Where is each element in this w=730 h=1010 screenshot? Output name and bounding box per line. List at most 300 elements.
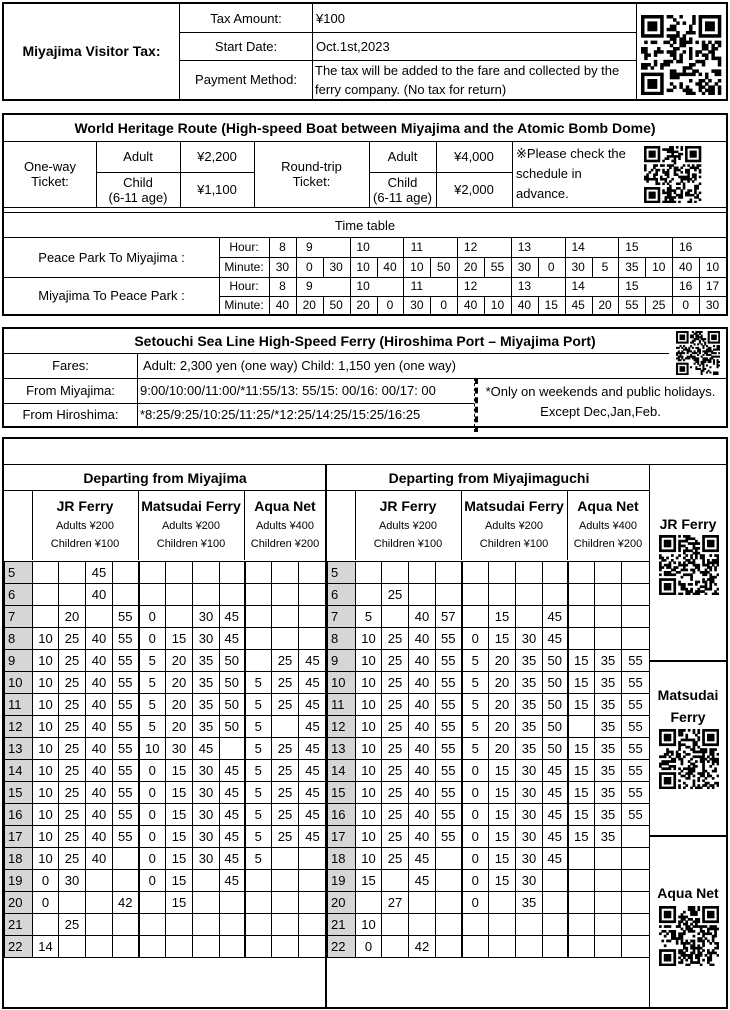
- minute-cell: [245, 562, 272, 584]
- minute-cell: 0: [462, 804, 489, 826]
- minute-cell: [516, 562, 543, 584]
- timetable-hour-cell: [430, 277, 457, 296]
- minute-cell: 0: [139, 870, 166, 892]
- minute-cell: 35: [193, 716, 220, 738]
- minute-cell: [409, 584, 436, 606]
- minute-cell: 15: [568, 782, 595, 804]
- minute-cell: 45: [543, 606, 568, 628]
- minute-cell: 15: [166, 628, 193, 650]
- hour-cell: 18: [5, 848, 33, 870]
- minute-cell: [272, 606, 299, 628]
- minute-cell: 50: [543, 716, 568, 738]
- timetable-minute-cell: 10: [410, 259, 424, 274]
- minute-cell: [299, 606, 327, 628]
- minute-cell: [220, 936, 245, 958]
- timetable-hour-cell: 9: [305, 279, 313, 293]
- timetable-hour-cell: 14: [571, 279, 585, 293]
- minute-cell: [220, 892, 245, 914]
- minute-cell: 35: [193, 650, 220, 672]
- minute-cell: 25: [382, 738, 409, 760]
- minute-cell: 55: [622, 650, 650, 672]
- minute-cell: [356, 892, 382, 914]
- minute-cell: [33, 606, 59, 628]
- table-row: [328, 628, 650, 650]
- minute-cell: 15: [568, 650, 595, 672]
- minute-cell: [139, 584, 166, 606]
- minute-cell: 15: [166, 848, 193, 870]
- timetable-hour-cell: 13: [517, 279, 532, 293]
- minute-cell: 55: [622, 760, 650, 782]
- company-child-fare: Children ¥200: [250, 538, 320, 550]
- minute-cell: 10: [33, 672, 59, 694]
- minute-cell: 10: [33, 650, 59, 672]
- minute-cell: 30: [516, 782, 543, 804]
- minute-cell: [113, 936, 139, 958]
- hour-cell: 13: [5, 738, 33, 760]
- minute-cell: 10: [33, 694, 59, 716]
- minute-cell: [166, 914, 193, 936]
- minute-cell: [220, 914, 245, 936]
- minute-cell: 20: [166, 716, 193, 738]
- minute-cell: 0: [462, 848, 489, 870]
- minute-cell: 20: [489, 650, 516, 672]
- minute-cell: 0: [462, 782, 489, 804]
- minute-cell: [516, 584, 543, 606]
- minute-cell: [622, 848, 650, 870]
- minute-cell: 25: [59, 650, 86, 672]
- minute-cell: [436, 584, 462, 606]
- minute-cell: 55: [113, 782, 139, 804]
- minute-cell: [489, 584, 516, 606]
- whr-qr-code-icon[interactable]: [644, 146, 702, 203]
- from-miyajima-times: 9:00/10:00/11:00/*11:55/13: 55/15: 00/16: 00/17: 00: [140, 383, 436, 398]
- hour-cell: 11: [328, 694, 356, 716]
- minute-cell: 25: [272, 694, 299, 716]
- minute-label: Minute:: [224, 259, 264, 274]
- minute-cell: 35: [193, 694, 220, 716]
- minute-cell: [595, 848, 622, 870]
- minute-cell: 40: [86, 804, 113, 826]
- payment-method-value: The tax will be added to the fare and collected by the ferry company. (No tax for return): [315, 62, 620, 97]
- left-company-0: [32, 490, 138, 560]
- minute-cell: 50: [543, 738, 568, 760]
- hour-label: Hour:: [229, 239, 259, 254]
- minute-cell: [272, 716, 299, 738]
- minute-cell: 25: [59, 628, 86, 650]
- timetable-hour-cell: [377, 277, 404, 296]
- company-adult-fare: Adults ¥400: [255, 520, 315, 532]
- minute-cell: 15: [568, 760, 595, 782]
- minute-cell: 40: [409, 606, 436, 628]
- minute-cell: 10: [356, 914, 382, 936]
- table-row: [5, 870, 327, 892]
- minute-cell: 35: [516, 672, 543, 694]
- tax-qr-code-icon[interactable]: [641, 15, 723, 95]
- minute-cell: 5: [462, 738, 489, 760]
- hour-cell: 9: [5, 650, 33, 672]
- one-way-child-label: Child (6-11 age): [108, 174, 168, 205]
- minute-cell: 25: [59, 760, 86, 782]
- minute-cell: [543, 936, 568, 958]
- minute-cell: 55: [113, 672, 139, 694]
- minute-cell: 45: [543, 782, 568, 804]
- setouchi-qr-code-icon[interactable]: [676, 331, 720, 375]
- minute-cell: 30: [193, 606, 220, 628]
- whr-timetable-grid: [219, 237, 726, 314]
- table-row: [328, 584, 650, 606]
- right-company-2: [567, 490, 649, 560]
- minute-cell: [595, 870, 622, 892]
- minute-cell: 25: [59, 738, 86, 760]
- minute-cell: 5: [139, 716, 166, 738]
- round-trip-child-label: Child (6-11 age): [372, 174, 432, 205]
- qr-pattern: [659, 535, 719, 595]
- left-company-header: [4, 490, 326, 560]
- aqua-net-qr-code-icon[interactable]: [659, 906, 719, 966]
- minute-cell: 45: [543, 760, 568, 782]
- minute-cell: 55: [113, 738, 139, 760]
- ferry-timetable-box: [2, 437, 728, 1009]
- minute-cell: [299, 562, 327, 584]
- minute-cell: 55: [113, 628, 139, 650]
- hour-cell: 13: [328, 738, 356, 760]
- minute-cell: 5: [139, 650, 166, 672]
- minute-cell: [33, 562, 59, 584]
- matsudai-ferry-qr-code-icon[interactable]: [659, 729, 719, 789]
- table-row: [5, 694, 327, 716]
- timetable-hour-cell: [484, 277, 511, 296]
- minute-cell: 30: [516, 870, 543, 892]
- jr-ferry-qr-code-icon[interactable]: [659, 535, 719, 595]
- minute-cell: [568, 584, 595, 606]
- minute-cell: [409, 562, 436, 584]
- hour-cell: 8: [5, 628, 33, 650]
- setouchi-note: *Only on weekends and public holidays. Except Dec,Jan,Feb.: [485, 384, 716, 419]
- minute-cell: 35: [516, 716, 543, 738]
- timetable-minute-cell: 30: [275, 259, 290, 274]
- minute-cell: [595, 936, 622, 958]
- minute-cell: 30: [193, 848, 220, 870]
- minute-cell: 40: [86, 716, 113, 738]
- minute-cell: [382, 870, 409, 892]
- minute-cell: 5: [139, 672, 166, 694]
- minute-cell: 0: [139, 628, 166, 650]
- hour-cell: 22: [328, 936, 356, 958]
- minute-cell: 25: [59, 672, 86, 694]
- minute-cell: 55: [113, 804, 139, 826]
- timetable-hour-cell: [699, 237, 726, 257]
- visitor-tax-box: [2, 2, 728, 101]
- minute-cell: [382, 606, 409, 628]
- setouchi-sea-line-box: [2, 327, 728, 428]
- minute-cell: 55: [436, 694, 462, 716]
- minute-cell: 45: [220, 804, 245, 826]
- minute-cell: 45: [220, 848, 245, 870]
- hour-cell: 12: [5, 716, 33, 738]
- minute-cell: 55: [622, 672, 650, 694]
- minute-cell: 5: [245, 826, 272, 848]
- minute-cell: 45: [543, 848, 568, 870]
- minute-cell: [193, 936, 220, 958]
- minute-cell: [193, 870, 220, 892]
- minute-cell: [622, 826, 650, 848]
- table-row: [5, 804, 327, 826]
- minute-cell: [462, 606, 489, 628]
- minute-cell: 15: [489, 804, 516, 826]
- timetable-hour-cell: 8: [279, 239, 286, 254]
- timetable-minute-cell: 20: [302, 297, 316, 312]
- minute-cell: [272, 936, 299, 958]
- minute-cell: 5: [245, 760, 272, 782]
- timetable-minute-cell: 30: [517, 259, 532, 274]
- minute-cell: [622, 914, 650, 936]
- minute-cell: 40: [86, 650, 113, 672]
- qr-pattern: [659, 729, 719, 789]
- table-row: [5, 738, 327, 760]
- timetable-minute-cell: 5: [601, 259, 609, 274]
- minute-cell: 0: [33, 892, 59, 914]
- minute-cell: 15: [568, 694, 595, 716]
- minute-cell: 10: [33, 848, 59, 870]
- table-row: [328, 936, 650, 958]
- minute-cell: [139, 936, 166, 958]
- minute-cell: [193, 584, 220, 606]
- from-hiroshima-label: From Hiroshima:: [22, 407, 119, 422]
- minute-cell: 40: [86, 672, 113, 694]
- company-adult-fare: Adults ¥200: [378, 520, 438, 532]
- minute-cell: 30: [516, 848, 543, 870]
- minute-cell: [595, 562, 622, 584]
- minute-cell: 30: [516, 628, 543, 650]
- qr-pattern: [676, 331, 720, 375]
- minute-cell: [86, 606, 113, 628]
- minute-cell: 40: [409, 760, 436, 782]
- minute-cell: [86, 892, 113, 914]
- minute-cell: 55: [436, 782, 462, 804]
- minute-cell: 10: [33, 826, 59, 848]
- left-company-1: [138, 490, 244, 560]
- minute-cell: 45: [220, 826, 245, 848]
- qr-pattern: [641, 15, 723, 95]
- hour-cell: 7: [328, 606, 356, 628]
- minute-cell: [33, 584, 59, 606]
- minute-cell: 15: [489, 760, 516, 782]
- minute-cell: [543, 870, 568, 892]
- minute-cell: [568, 848, 595, 870]
- minute-cell: 15: [166, 804, 193, 826]
- minute-cell: 40: [409, 628, 436, 650]
- minute-cell: 10: [356, 782, 382, 804]
- hour-cell: 17: [328, 826, 356, 848]
- minute-cell: 10: [356, 738, 382, 760]
- minute-cell: 55: [436, 804, 462, 826]
- minute-cell: 40: [86, 848, 113, 870]
- table-row: [5, 606, 327, 628]
- minute-cell: [166, 562, 193, 584]
- minute-cell: 30: [516, 826, 543, 848]
- qr-pattern: [659, 906, 719, 966]
- minute-cell: 15: [166, 826, 193, 848]
- minute-cell: 25: [382, 584, 409, 606]
- timetable-minute-cell: 30: [410, 297, 424, 312]
- minute-cell: 25: [382, 716, 409, 738]
- minute-cell: [245, 628, 272, 650]
- minute-cell: [299, 628, 327, 650]
- minute-cell: [272, 848, 299, 870]
- table-row: [5, 936, 327, 958]
- minute-cell: 5: [245, 738, 272, 760]
- minute-cell: [489, 914, 516, 936]
- one-way-adult-label: Adult: [123, 149, 153, 164]
- timetable-hour-cell: 15: [625, 239, 639, 254]
- timetable-minute-cell: 40: [383, 259, 397, 274]
- minute-cell: 25: [382, 760, 409, 782]
- timetable-hour-cell: [323, 237, 350, 257]
- hour-cell: 10: [328, 672, 356, 694]
- minute-cell: [113, 562, 139, 584]
- round-trip-ticket-label: Round-trip Ticket:: [281, 159, 342, 189]
- fares-label: Fares:: [52, 358, 89, 373]
- minute-cell: [622, 584, 650, 606]
- table-row: [5, 650, 327, 672]
- table-row: [328, 892, 650, 914]
- minute-cell: 35: [595, 738, 622, 760]
- minute-cell: 25: [382, 848, 409, 870]
- minute-cell: [382, 936, 409, 958]
- minute-cell: 35: [595, 650, 622, 672]
- timetable-hour-cell: 11: [410, 239, 424, 254]
- minute-cell: [193, 562, 220, 584]
- minute-cell: 15: [568, 804, 595, 826]
- timetable-hour-cell: [538, 237, 565, 257]
- minute-cell: 25: [272, 738, 299, 760]
- minute-cell: [139, 562, 166, 584]
- minute-cell: 50: [220, 672, 245, 694]
- minute-cell: [220, 738, 245, 760]
- timetable-hour-cell: [430, 237, 457, 257]
- minute-cell: 27: [382, 892, 409, 914]
- one-way-ticket-label: One-way Ticket:: [23, 159, 77, 189]
- minute-cell: [245, 650, 272, 672]
- minute-cell: [59, 562, 86, 584]
- minute-cell: [245, 914, 272, 936]
- minute-cell: 5: [245, 672, 272, 694]
- minute-cell: 5: [356, 606, 382, 628]
- minute-cell: [516, 606, 543, 628]
- timetable-hour-cell: [645, 277, 672, 296]
- company-name: Matsudai Ferry: [464, 497, 564, 514]
- right-company-1: [461, 490, 567, 560]
- minute-cell: 40: [86, 760, 113, 782]
- minute-cell: 25: [59, 826, 86, 848]
- timetable-hour-cell: 16: [678, 279, 693, 293]
- minute-cell: 20: [166, 650, 193, 672]
- minute-cell: 10: [33, 760, 59, 782]
- minute-cell: 25: [382, 826, 409, 848]
- minute-cell: 25: [59, 782, 86, 804]
- departing-miyajima-title: Departing from Miyajima: [83, 469, 247, 486]
- minute-cell: [272, 892, 299, 914]
- start-date-label: Start Date:: [214, 38, 278, 54]
- qr-pattern: [644, 146, 702, 203]
- timetable-minute-cell: 0: [682, 297, 690, 312]
- minute-cell: [622, 562, 650, 584]
- timetable-minute-cell: 25: [652, 297, 666, 312]
- hour-cell: 12: [328, 716, 356, 738]
- minute-cell: 10: [139, 738, 166, 760]
- minute-cell: 0: [139, 606, 166, 628]
- visitor-tax-title: Miyajima Visitor Tax:: [22, 43, 161, 59]
- minute-cell: 40: [86, 628, 113, 650]
- minute-cell: [409, 914, 436, 936]
- minute-cell: 40: [86, 694, 113, 716]
- timetable-minute-cell: 0: [547, 259, 555, 274]
- table-row: [5, 760, 327, 782]
- minute-cell: [489, 892, 516, 914]
- minute-cell: 0: [139, 848, 166, 870]
- departing-miyajimaguchi-title: Departing from Miyajimaguchi: [388, 469, 590, 486]
- minute-cell: 35: [193, 672, 220, 694]
- hour-cell: 19: [5, 870, 33, 892]
- minute-cell: 50: [220, 650, 245, 672]
- minute-cell: [489, 562, 516, 584]
- minute-cell: 55: [622, 716, 650, 738]
- start-date-value: Oct.1st,2023: [316, 38, 390, 54]
- table-row: [328, 716, 650, 738]
- minute-cell: 55: [436, 760, 462, 782]
- hour-cell: 15: [5, 782, 33, 804]
- minute-cell: 55: [436, 672, 462, 694]
- payment-method-label: Payment Method:: [195, 72, 297, 87]
- hour-cell: 22: [5, 936, 33, 958]
- timetable-minute-cell: 50: [437, 259, 451, 274]
- table-row: [328, 848, 650, 870]
- timetable-minute-cell: 30: [571, 259, 585, 274]
- minute-cell: 35: [595, 826, 622, 848]
- minute-cell: 40: [409, 716, 436, 738]
- minute-cell: [568, 936, 595, 958]
- minute-cell: [166, 584, 193, 606]
- right-company-0: [355, 490, 461, 560]
- minute-cell: 25: [382, 804, 409, 826]
- minute-cell: 25: [382, 628, 409, 650]
- minute-cell: 5: [245, 716, 272, 738]
- minute-cell: 15: [568, 738, 595, 760]
- minute-cell: 45: [220, 628, 245, 650]
- company-adult-fare: Adults ¥200: [55, 520, 115, 532]
- departing-miyajimaguchi-table: [327, 561, 650, 958]
- minute-cell: [543, 914, 568, 936]
- minute-cell: [436, 892, 462, 914]
- minute-cell: 10: [356, 826, 382, 848]
- minute-cell: 15: [356, 870, 382, 892]
- timetable-minute-cell: 50: [329, 297, 343, 312]
- minute-cell: 10: [33, 782, 59, 804]
- minute-cell: 20: [166, 694, 193, 716]
- minute-cell: [139, 892, 166, 914]
- table-row: [328, 760, 650, 782]
- table-row: [5, 628, 327, 650]
- minute-cell: 45: [299, 826, 327, 848]
- minute-cell: [113, 914, 139, 936]
- minute-cell: 15: [489, 848, 516, 870]
- minute-cell: 35: [516, 738, 543, 760]
- round-trip-adult-label: Adult: [387, 149, 418, 164]
- timetable-minute-cell: 30: [329, 259, 343, 274]
- table-row: [328, 738, 650, 760]
- minute-cell: 10: [356, 760, 382, 782]
- timetable-minute-cell: 45: [571, 297, 585, 312]
